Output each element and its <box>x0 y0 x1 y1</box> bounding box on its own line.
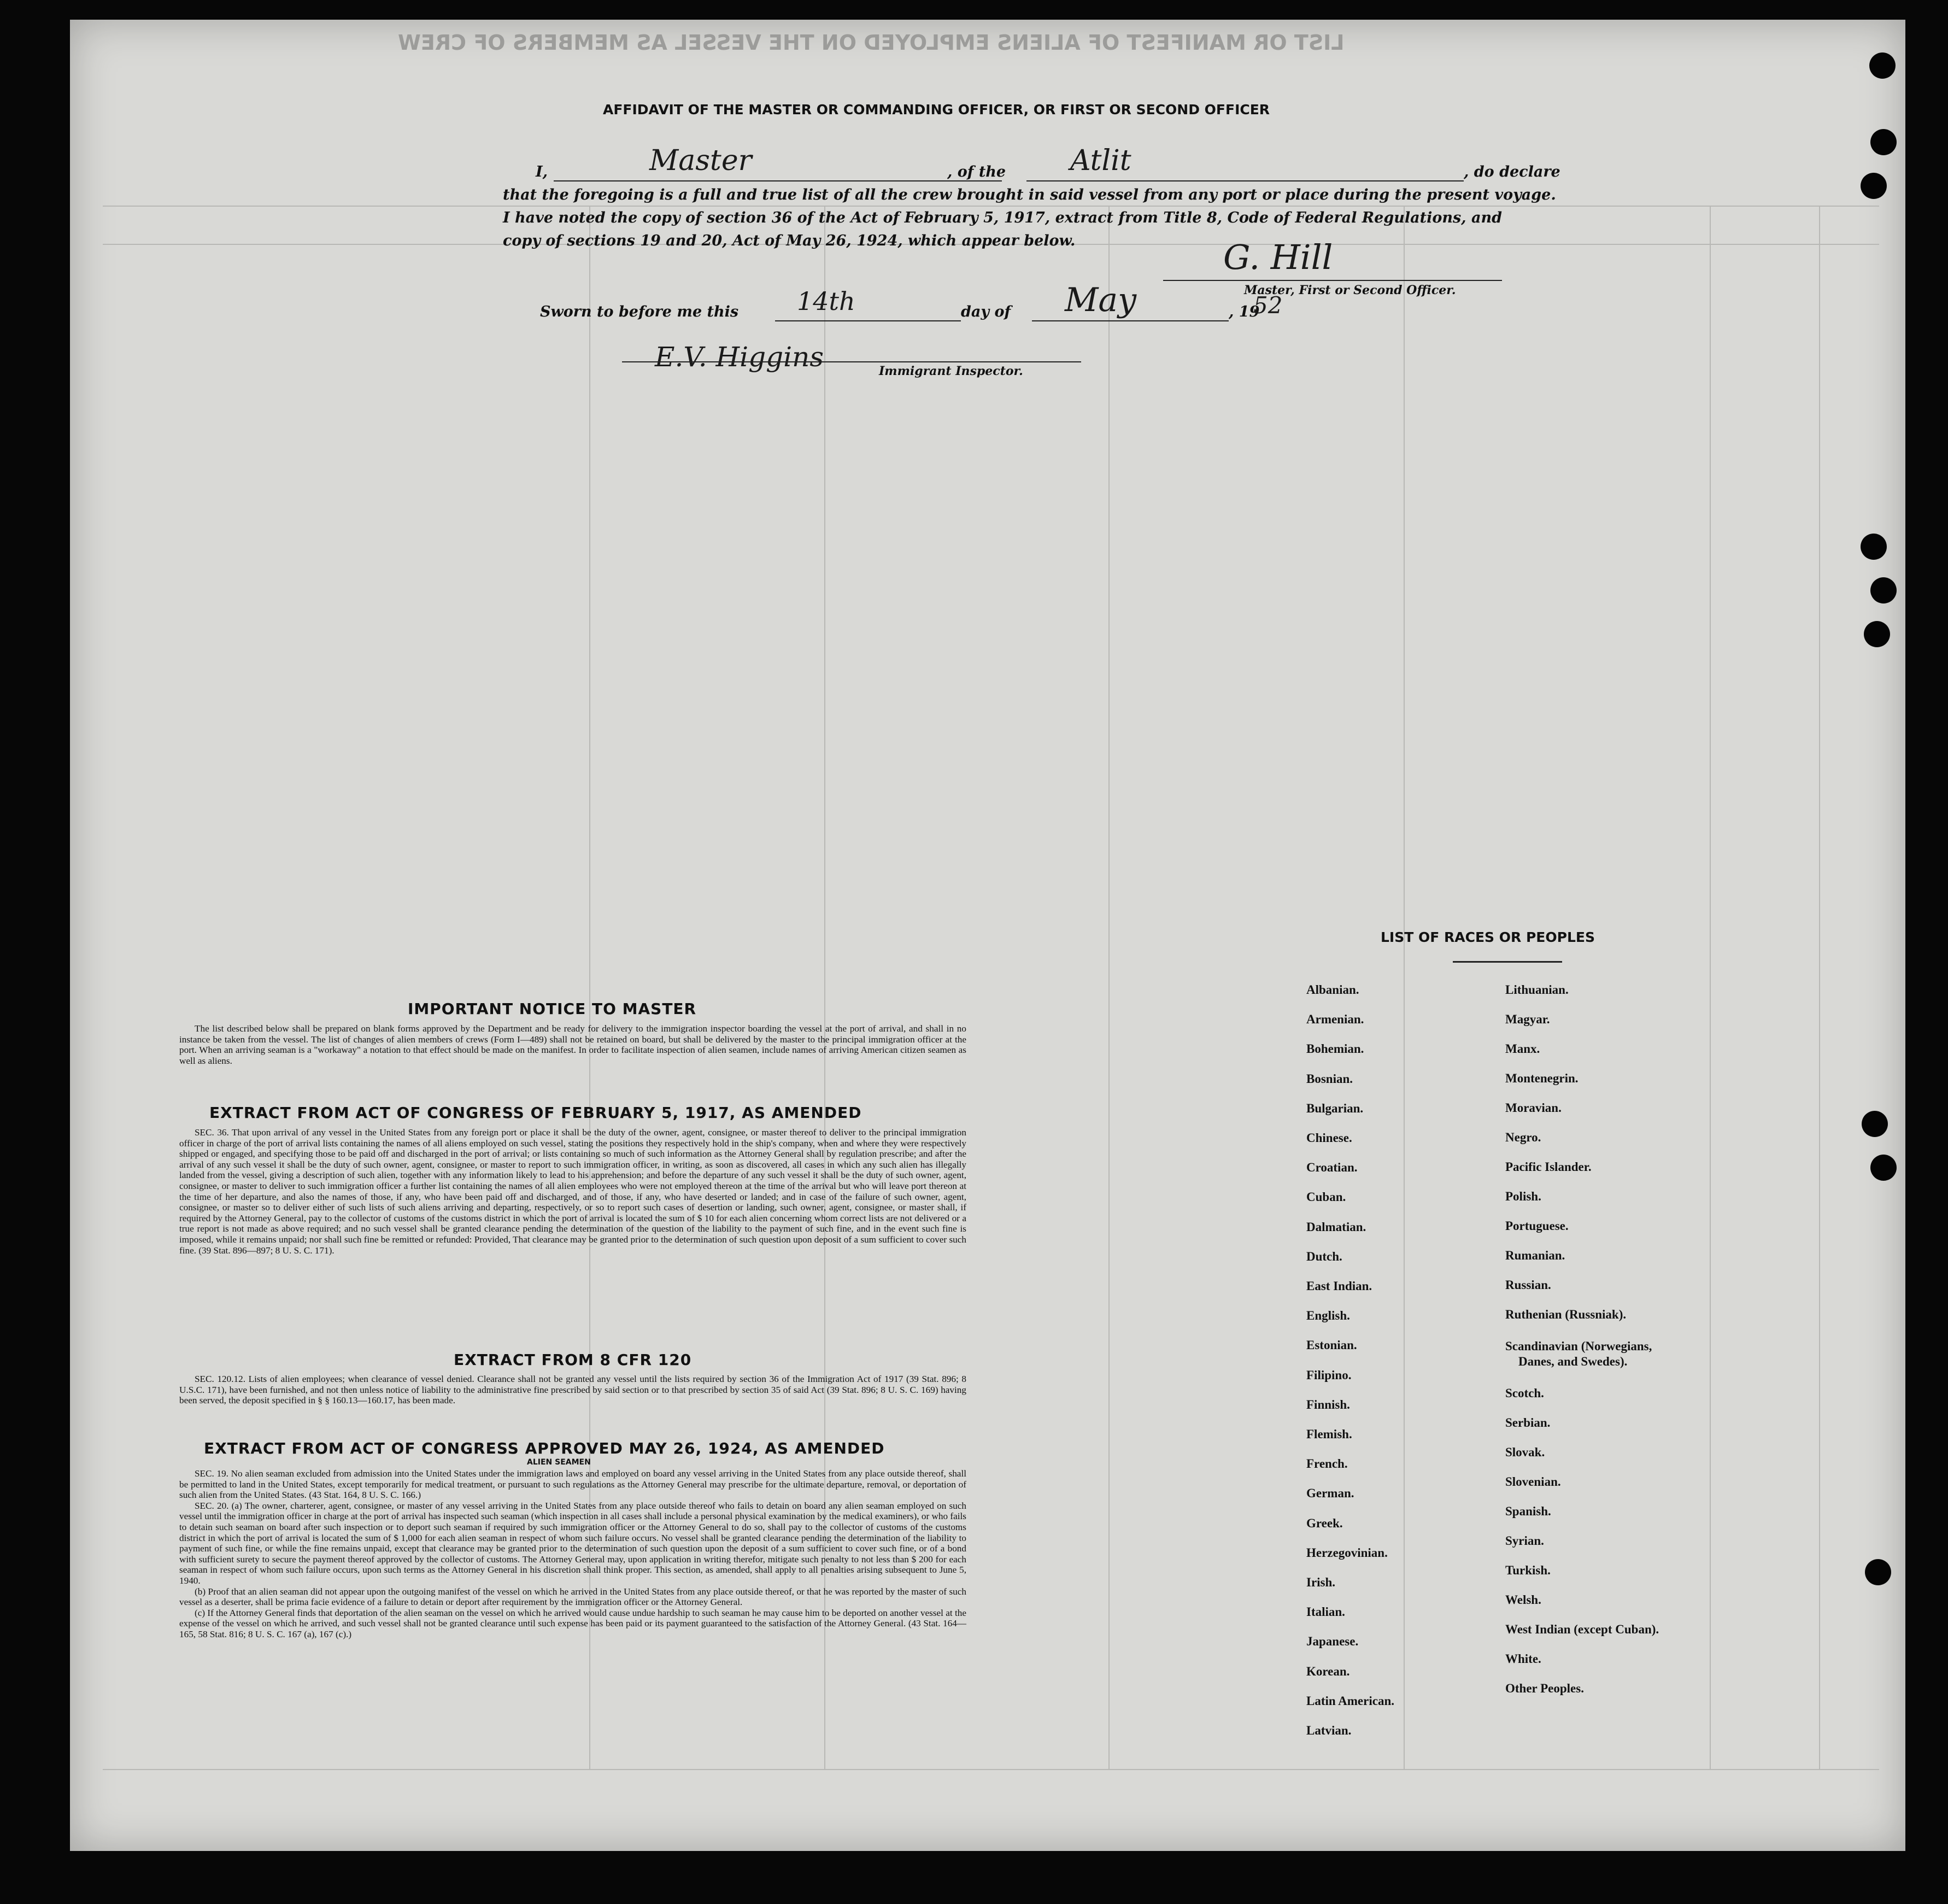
race-item: Finnish. <box>1306 1397 1350 1411</box>
year-handwritten: 52 <box>1253 292 1283 319</box>
bleed-through-rule <box>103 1769 1879 1770</box>
punch-hole <box>1861 173 1887 199</box>
race-item: Ruthenian (Russniak). <box>1505 1308 1627 1321</box>
race-item: Greek. <box>1306 1516 1343 1530</box>
bleed-through-rule <box>103 206 1879 207</box>
race-item: Welsh. <box>1505 1593 1541 1607</box>
races-title: LIST OF RACES OR PEOPLES <box>1381 929 1595 945</box>
affidavit-prefix: I, <box>536 163 548 180</box>
declarant-line <box>554 180 1002 181</box>
affidavit-line2: that the foregoing is a full and true list of all the crew brought in said vessel from any port or place during the present voyage. <box>503 186 1556 203</box>
race-item: Lithuanian. <box>1505 983 1569 997</box>
sworn-prefix: Sworn to before me this <box>540 303 739 320</box>
race-item: Montenegrin. <box>1505 1071 1579 1085</box>
race-item: Cuban. <box>1306 1190 1346 1204</box>
race-item: White. <box>1505 1652 1541 1666</box>
race-item: Armenian. <box>1306 1012 1364 1027</box>
race-item: Manx. <box>1505 1042 1540 1056</box>
notice-title: IMPORTANT NOTICE TO MASTER <box>408 1000 697 1018</box>
race-item: Other Peoples. <box>1505 1682 1584 1695</box>
race-item: French. <box>1306 1457 1348 1471</box>
bleed-through-rule <box>1710 206 1711 1769</box>
race-item: Croatian. <box>1306 1161 1358 1175</box>
extract-1924-body <box>179 1468 966 1640</box>
affidavit-do-declare: , do declare <box>1464 163 1560 180</box>
race-item: Herzegovinian. <box>1306 1545 1388 1560</box>
day-of-label: day of <box>961 303 1011 320</box>
race-item: Latvian. <box>1306 1724 1352 1737</box>
master-signature: G. Hill <box>1223 237 1333 277</box>
vessel-line <box>1026 180 1464 181</box>
affidavit-line3: I have noted the copy of section 36 of the Act of February 5, 1917, extract from Title 8, Code of Federal Regulations, and <box>503 209 1502 226</box>
extract-1924-title: EXTRACT FROM ACT OF CONGRESS APPROVED MAY 26, 1924, AS AMENDED <box>204 1439 885 1457</box>
bleed-through-rule <box>1108 206 1110 1769</box>
race-item: East Indian. <box>1306 1279 1372 1293</box>
vessel-handwritten: Atlit <box>1070 144 1131 177</box>
declarant-handwritten: Master <box>649 144 752 177</box>
race-item: West Indian (except Cuban). <box>1505 1622 1659 1636</box>
sworn-day-handwritten: 14th <box>797 286 855 316</box>
bleed-through-header: LIST OR MANIFEST OF ALIENS EMPLOYED ON THE VESSEL AS MEMBERS OF CREW <box>398 31 1345 55</box>
race-item: Chinese. <box>1306 1131 1352 1145</box>
affidavit-of-the: , of the <box>947 163 1006 180</box>
race-item: Rumanian. <box>1505 1249 1565 1262</box>
extract-1917-title: EXTRACT FROM ACT OF CONGRESS OF FEBRUARY 5, 1917, AS AMENDED <box>209 1104 862 1122</box>
inspector-line <box>622 361 1081 362</box>
race-item: Scotch. <box>1505 1386 1544 1400</box>
race-item: Pacific Islander. <box>1505 1160 1592 1174</box>
extract-cfr-body <box>179 1374 966 1406</box>
race-item: Bosnian. <box>1306 1071 1353 1086</box>
affidavit-title: AFFIDAVIT OF THE MASTER OR COMMANDING OFFICER, OR FIRST OR SECOND OFFICER <box>603 102 1270 118</box>
bleed-through-rule <box>1404 206 1405 1769</box>
race-item: Albanian. <box>1306 983 1359 997</box>
race-item: Irish. <box>1306 1575 1336 1589</box>
race-item: Moravian. <box>1505 1101 1562 1115</box>
sec20c-paragraph: (c) If the Attorney General finds that deportation of the alien seaman on the vessel on which he arrived would cause undue hardship to such seaman he may cause him to be deported on another vessel at the expense of the vessel on which he arrived, and such vessel shall not be granted clearance until such expense has been paid or its payment guaranteed to the satisfaction of the Attorney General. (43 Stat. 164—165, 58 Stat. 816; 8 U. S. C. 167 (a), 167 (c).) <box>179 1607 966 1639</box>
inspector-label: Immigrant Inspector. <box>879 364 1023 378</box>
race-item: Bohemian. <box>1306 1042 1364 1056</box>
inspector-signature: E.V. Higgins <box>655 341 824 373</box>
day-line <box>775 320 961 321</box>
notice-paragraph: The list described below shall be prepared on blank forms approved by the Department and be ready for delivery to the immigration inspector boarding the vessel at the port of arrival, and shall in no instance be taken from the vessel. The list of changes of alien members of crews (Form I—489) shall not be retained on board, but shall be delivered by the master to the principal immigration officer at the port. When an arriving seaman is a "workaway" a notation to that effect should be made on the manifest. In order to facilitate inspection of alien seamen, include names of arriving American citizen seamen as well as aliens. <box>179 1023 966 1066</box>
month-line <box>1032 320 1229 321</box>
punch-hole <box>1864 621 1890 647</box>
race-item: Latin American. <box>1306 1694 1394 1708</box>
sec36-paragraph: SEC. 36. That upon arrival of any vessel in the United States from any foreign port or place it shall be the duty of the owner, agent, consignee, or master thereof to deliver to the principal immigration officer in charge of the port of arrival lists containing the names of all aliens employed on such vessel, stating the positions they respectively hold in the ship's company, when and where they were respectively shipped or engaged, and specifying those to be paid off and discharged in the port of arrival; or lists containing so much of such information as the Attorney General shall by regulation prescribe; and after the arrival of any such vessel it shall be the duty of such owner, agent, consignee, or master to report to such immigration officer, in writing, as soon as discovered, all cases in which any such alien has illegally landed from the vessel, giving a description of such alien, together with any information likely to lead to his apprehension; and before the departure of any such vessel it shall be the duty of such owner, agent, consignee, or master to deliver to such immigration officer a further list containing the names of all alien employees who were not employed thereon at the time of the arrival but who will leave port thereon at the time of her departure, and also the names of those, if any, who have been paid off and discharged, and of those, if any, who have deserted or landed; and in case of the failure of such owner, agent, consignee, or master so to deliver either of such lists of such aliens arriving and departing, respectively, or so to report such cases of desertion or landing, such owner, agent, consignee, or master shall, if required by the Attorney General, pay to the collector of customs of the customs district in which the port of arrival is located the sum of $ 10 for each alien concerning whom correct lists are not delivered or a true report is not made as above required; and no such vessel shall be granted clearance pending the determination of the question of the liability to the payment of such fine, and in the event such fine is imposed, while it remains unpaid; nor shall such fine be remitted or refunded: Provided, That clearance may be granted prior to the determination of such question upon deposit of a sum sufficient to cover such fine. (39 Stat. 896—897; 8 U. S. C. 171). <box>179 1127 966 1256</box>
sworn-month-handwritten: May <box>1065 281 1137 319</box>
races-title-rule <box>1453 961 1562 963</box>
race-item: Scandinavian (Norwegians, <box>1505 1339 1652 1353</box>
extract-1917-body <box>179 1127 966 1256</box>
race-item: Estonian. <box>1306 1338 1357 1352</box>
race-item: English. <box>1306 1309 1350 1323</box>
punch-hole <box>1870 1155 1897 1181</box>
alien-seamen-subtitle: ALIEN SEAMEN <box>527 1458 591 1467</box>
race-item: Japanese. <box>1306 1634 1359 1649</box>
sec20a-paragraph: SEC. 20. (a) The owner, charterer, agent, consignee, or master of any vessel arriving in the United States from any place outside thereof who fails to detain on board any alien seaman employed on such vessel until the immigration officer in charge at the port of arrival has inspected such seaman (which inspection in all cases shall include a personal physical examination by the medical examiners), or who fails to detain such seaman on board after such inspection or to deport such seaman if required by such immigration officer or the Attorney General to do so, shall pay to the collector of customs of the customs district in which the port of arrival is located the sum of $ 1,000 for each alien seaman in respect of whom such failure occurs. No vessel shall be granted clearance pending the determination of the liability to payment of such fine, or while the fine remains unpaid, except that clearance may be granted prior to the determination of such question upon the deposit of a sum sufficient to cover such fine, or of a bond with sufficient surety to secure the payment thereof approved by the collector of customs. The Attorney General may, upon application in writing therefor, mitigate such penalty to not less than $ 200 for each seaman in respect of whom such failure occurs, upon such terms as the Attorney General in his discretion shall think proper. This section, as amended, shall apply to all penalties arising subsequent to June 5, 1940. <box>179 1500 966 1586</box>
race-item: Dutch. <box>1306 1249 1342 1263</box>
race-item: Slovak. <box>1505 1445 1545 1459</box>
signature-line <box>1163 280 1502 281</box>
race-item: Negro. <box>1505 1130 1541 1144</box>
race-item: Spanish. <box>1505 1504 1551 1518</box>
race-item: Danes, and Swedes). <box>1518 1355 1628 1368</box>
document-page <box>70 20 1905 1851</box>
extract-cfr-title: EXTRACT FROM 8 CFR 120 <box>454 1351 692 1369</box>
punch-hole <box>1862 1111 1888 1137</box>
signature-label: Master, First or Second Officer. <box>1244 283 1456 297</box>
year-prefix: , 19 <box>1229 303 1260 320</box>
race-item: Polish. <box>1505 1190 1541 1203</box>
race-item: Italian. <box>1306 1605 1345 1619</box>
punch-hole <box>1870 129 1897 155</box>
notice-body <box>179 1023 966 1066</box>
race-item: Slovenian. <box>1505 1475 1561 1489</box>
race-item: Korean. <box>1306 1664 1350 1678</box>
race-item: Flemish. <box>1306 1427 1352 1441</box>
punch-hole <box>1865 1559 1891 1585</box>
punch-hole <box>1861 534 1887 560</box>
sec120-paragraph: SEC. 120.12. Lists of alien employees; when clearance of vessel denied. Clearance shall not be granted any vessel until the lists required by section 36 of the Immigration Act of 1917 (39 Stat. 896; 8 U.S.C. 171), have been furnished, and not then unless notice of liability to the administrative fine prescribed by said section or to that prescribed by section 35 of said Act (39 Stat. 896; 8 U. S. C. 169) having been served, the deposit specified in § § 160.13—160.17, has been made. <box>179 1374 966 1406</box>
bleed-through-rule <box>1819 206 1820 1769</box>
race-item: Syrian. <box>1505 1534 1544 1548</box>
race-item: Dalmatian. <box>1306 1220 1366 1234</box>
sec20b-paragraph: (b) Proof that an alien seaman did not appear upon the outgoing manifest of the vessel on which he arrived in the United States from any place outside thereof, or that he was reported by the master of such vessel as a deserter, shall be prima facie evidence of a failure to detain or deport after requirement by the immigration officer or the Attorney General. <box>179 1586 966 1608</box>
race-item: Filipino. <box>1306 1368 1352 1382</box>
affidavit-line4: copy of sections 19 and 20, Act of May 26, 1924, which appear below. <box>503 232 1076 249</box>
race-item: Serbian. <box>1505 1416 1551 1430</box>
race-item: Magyar. <box>1505 1012 1550 1026</box>
race-item: German. <box>1306 1486 1354 1501</box>
punch-hole <box>1869 52 1896 79</box>
race-item: Portuguese. <box>1505 1219 1569 1233</box>
race-item: Russian. <box>1505 1278 1551 1292</box>
sec19-paragraph: SEC. 19. No alien seaman excluded from admission into the United States under the immigration laws and employed on board any vessel arriving in the United States from any place outside thereof, shall be permitted to land in the United States, except temporarily for medical treatment, or pursuant to such regulations as the Attorney General may prescribe for the ultimate departure, removal, or deportation of such alien from the United States. (43 Stat. 164, 8 U. S. C. 166.) <box>179 1468 966 1501</box>
race-item: Turkish. <box>1505 1563 1551 1577</box>
punch-hole <box>1870 577 1897 604</box>
race-item: Bulgarian. <box>1306 1101 1364 1115</box>
